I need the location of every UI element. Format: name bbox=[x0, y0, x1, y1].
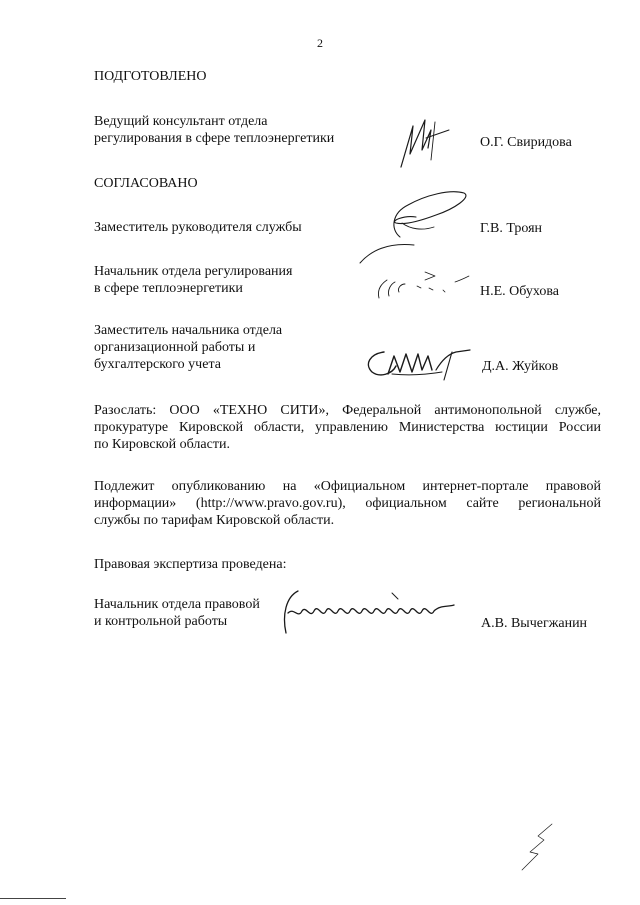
signer-3-position-line: Заместитель начальника отдела bbox=[94, 323, 283, 338]
signer-3-position-line: организационной работы и bbox=[94, 340, 256, 355]
signature-vychegzhanin bbox=[272, 585, 462, 635]
signature-zhuikov bbox=[352, 340, 482, 388]
distribution-line: Разослать: ООО «ТЕХНО СИТИ», Федеральной антимонопольной службе, bbox=[94, 403, 601, 418]
signature-obukhova bbox=[365, 262, 475, 307]
signer-2-name: Н.Е. Обухова bbox=[480, 284, 559, 299]
distribution-line: по Кировской области. bbox=[94, 437, 230, 452]
signer-1-position: Заместитель руководителя службы bbox=[94, 220, 302, 235]
prepared-position-line: регулирования в сфере теплоэнергетики bbox=[94, 131, 335, 146]
legal-review-heading: Правовая экспертиза проведена: bbox=[94, 557, 287, 572]
margin-mark bbox=[508, 818, 558, 878]
publication-line: информации» (http://www.pravo.gov.ru), официальном сайте региональной bbox=[94, 496, 601, 511]
distribution-line: прокуратуре Кировской области, управлению Министерства юстиции России bbox=[94, 420, 601, 435]
signer-2-position-line: Начальник отдела регулирования bbox=[94, 264, 293, 279]
signer-3-name: Д.А. Жуйков bbox=[482, 359, 559, 374]
page-number: 2 bbox=[317, 36, 323, 50]
legal-review-name: А.В. Вычегжанин bbox=[481, 616, 588, 631]
publication-line: службы по тарифам Кировской области. bbox=[94, 513, 335, 528]
prepared-position-line: Ведущий консультант отдела bbox=[94, 114, 268, 129]
signer-3-position-line: бухгалтерского учета bbox=[94, 357, 221, 372]
bottom-rule bbox=[0, 898, 66, 899]
signer-2-position-line: в сфере теплоэнергетики bbox=[94, 281, 243, 296]
distribution-paragraph bbox=[94, 402, 601, 453]
prepared-heading: ПОДГОТОВЛЕНО bbox=[94, 69, 207, 84]
signature-troyan bbox=[350, 185, 480, 265]
prepared-name: О.Г. Свиридова bbox=[480, 135, 572, 150]
legal-review-position-line: Начальник отдела правовой bbox=[94, 597, 260, 612]
legal-review-position-line: и контрольной работы bbox=[94, 614, 228, 629]
publication-line: Подлежит опубликованию на «Официальном интернет-портале правовой bbox=[94, 479, 601, 494]
publication-paragraph bbox=[94, 478, 601, 529]
agreed-heading: СОГЛАСОВАНО bbox=[94, 176, 198, 191]
signature-sviridova bbox=[395, 112, 470, 172]
signer-1-name: Г.В. Троян bbox=[480, 221, 543, 236]
